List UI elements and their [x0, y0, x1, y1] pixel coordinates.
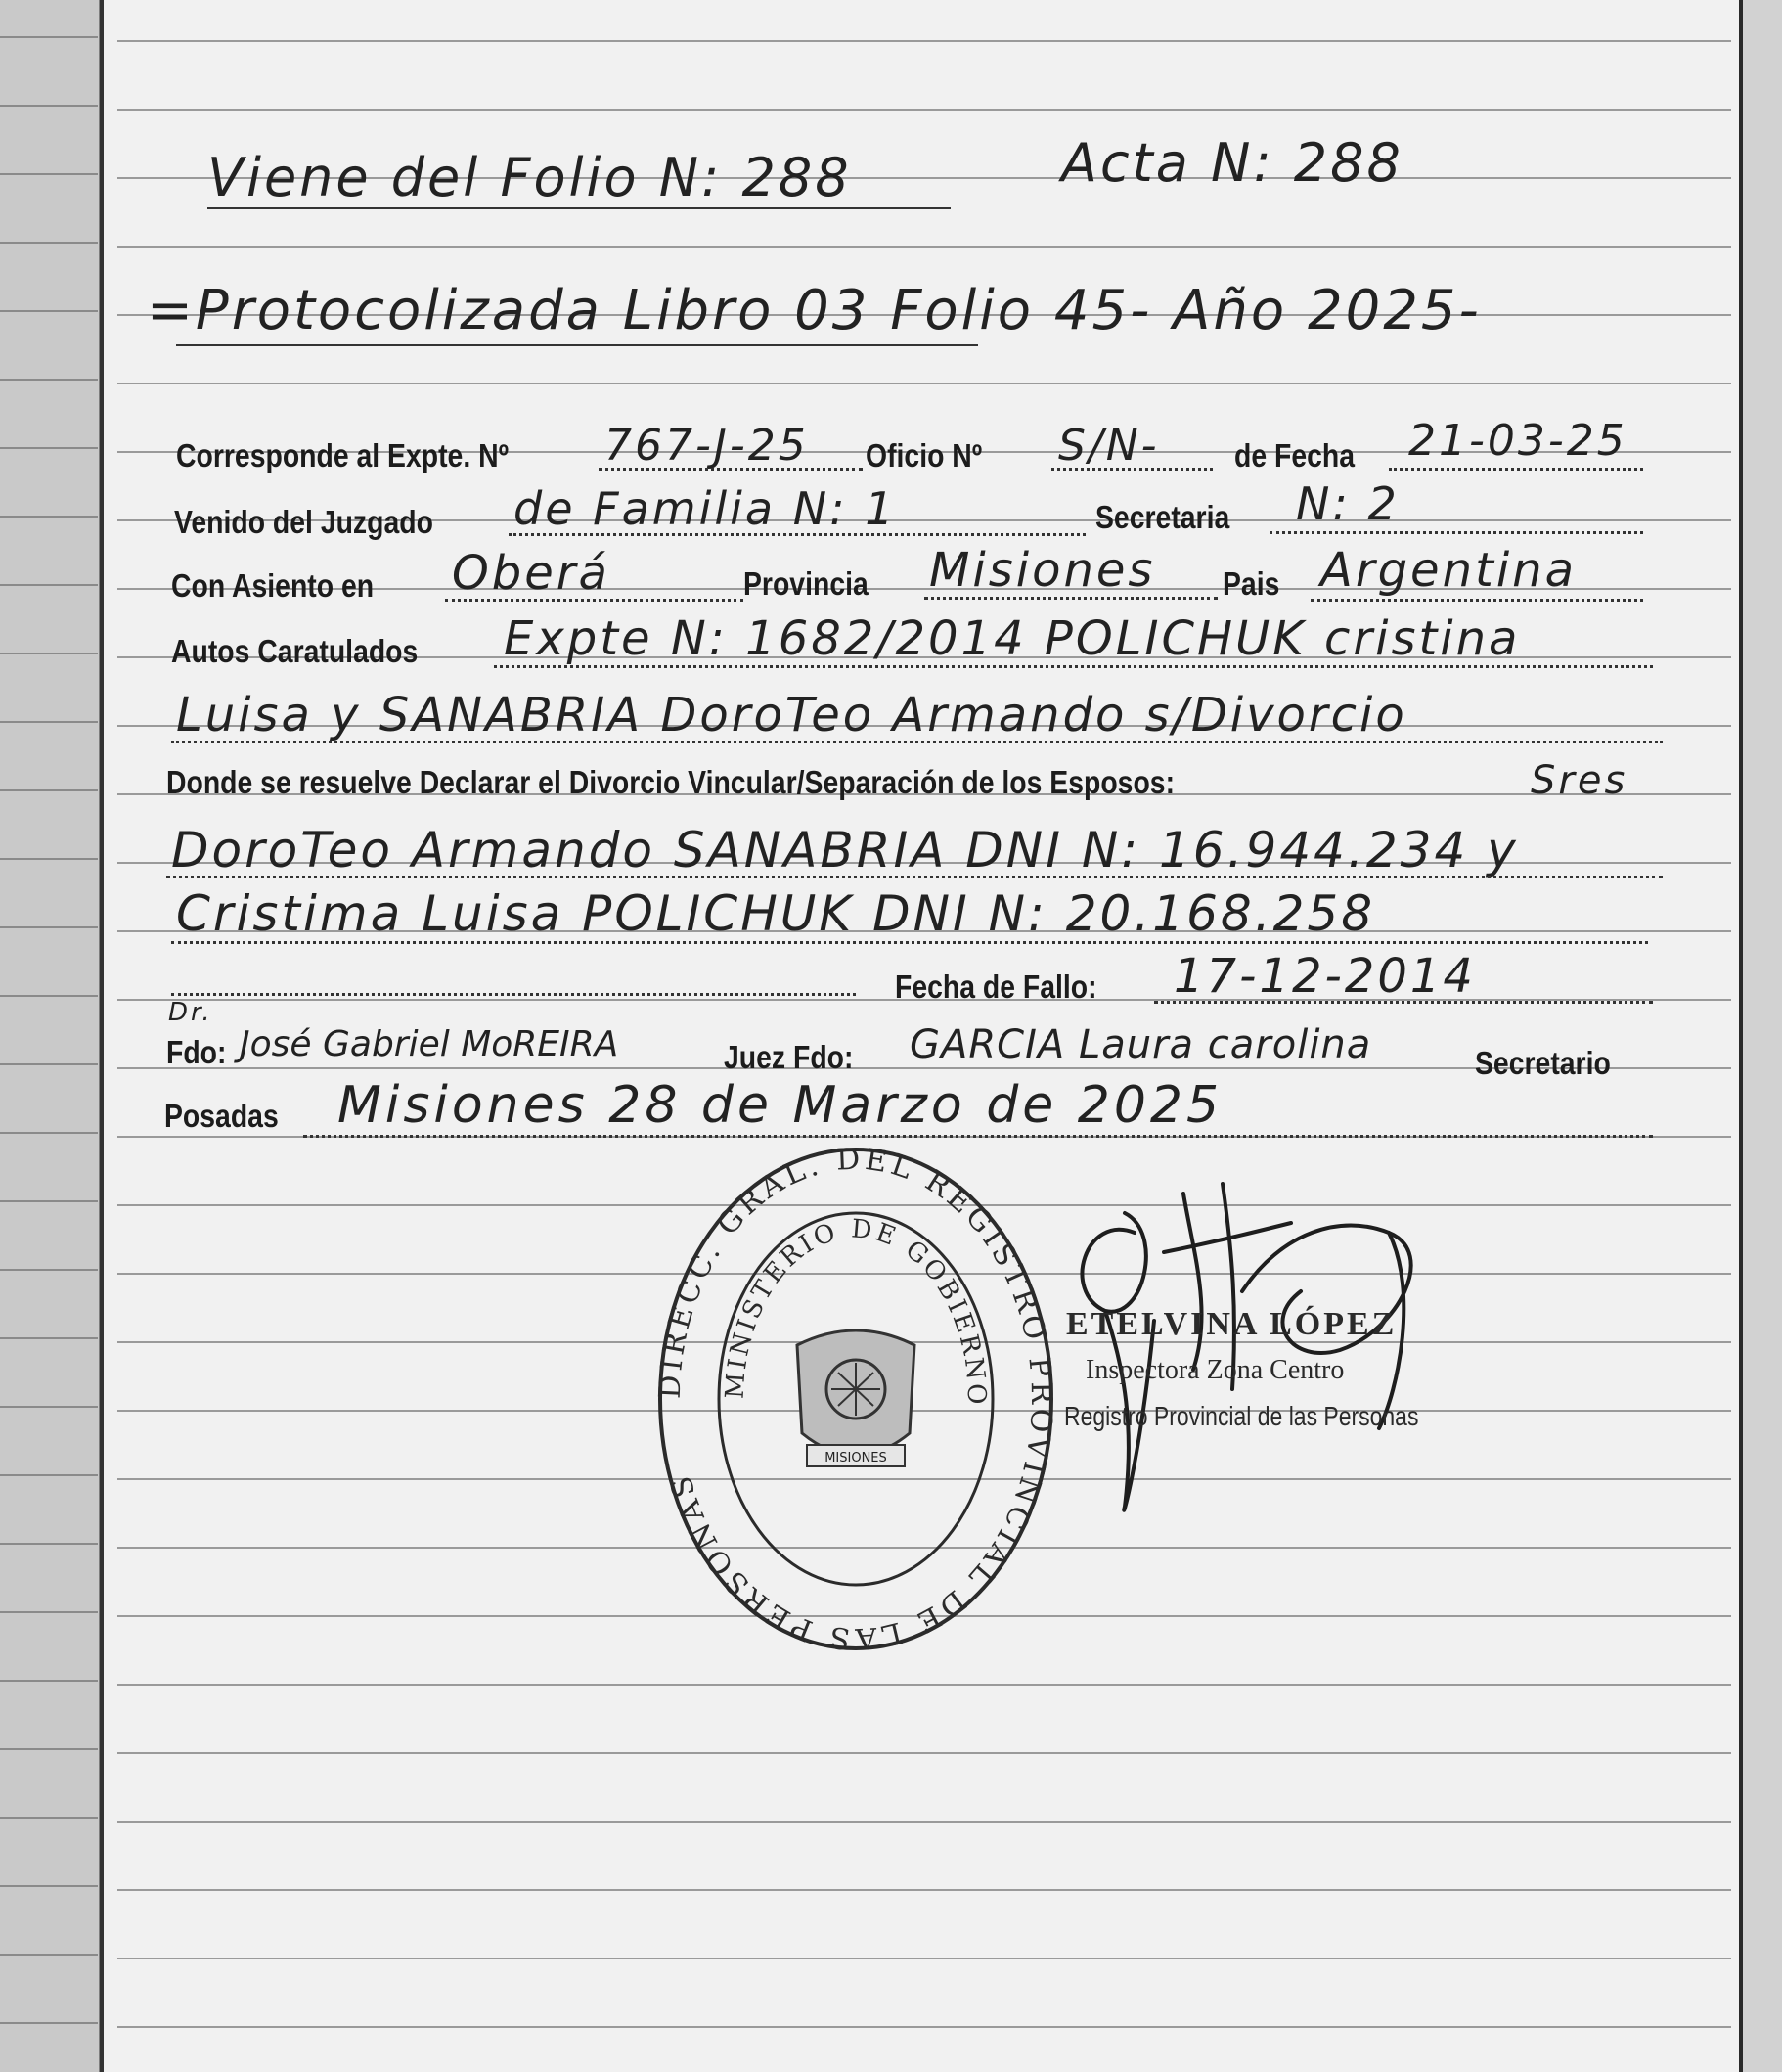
oficio-label: Oficio Nº	[866, 437, 983, 473]
signatory-institution: Registro Provincial de las Personas	[1064, 1401, 1419, 1431]
official-seal	[650, 1140, 1061, 1658]
posadas-value: Misiones 28 de Marzo de 2025	[337, 1076, 1224, 1135]
protocolizada-line: =Protocolizada Libro 03 Folio 45- Año 2025-	[147, 279, 1482, 342]
esposo-2: Cristima Luisa POLICHUK DNI N: 20.168.258	[176, 885, 1376, 942]
provincia-value: Misiones	[929, 543, 1156, 598]
seal-outer-text: DIRECC. GRAL. DEL REGISTRO PROVINCIAL DE LAS PERSONAS	[652, 1142, 1059, 1656]
handwritten-signature	[1066, 1174, 1457, 1526]
emblem-label: MISIONES	[824, 1451, 887, 1465]
corresponde-label: Corresponde al Expte. Nº	[176, 437, 509, 473]
autos-value-1: Expte N: 1682/2014 POLICHUK cristina	[504, 611, 1521, 666]
fecha-label: de Fecha	[1234, 437, 1356, 473]
esposos-prefix: Sres	[1531, 758, 1628, 803]
juzgado-value: de Familia N: 1	[513, 482, 897, 535]
seal-inner-text: MINISTERIO DE GOBIERNO	[720, 1214, 992, 1408]
posadas-label: Posadas	[164, 1098, 279, 1134]
juez-value: José Gabriel MoREIRA	[240, 1024, 619, 1064]
esposo-1: DoroTeo Armando SANABRIA DNI N: 16.944.234 y	[171, 822, 1519, 878]
asiento-value: Oberá	[452, 546, 610, 601]
pais-label: Pais	[1223, 565, 1280, 602]
secretaria-label: Secretaria	[1095, 499, 1230, 535]
viene-del-folio: Viene del Folio N: 288	[207, 147, 852, 208]
autos-value-2: Luisa y SANABRIA DoroTeo Armando s/Divorcio	[176, 688, 1407, 743]
secretaria-value: N: 2	[1296, 477, 1400, 530]
dr-prefix: Dr.	[168, 998, 213, 1027]
pais-value: Argentina	[1320, 543, 1577, 598]
fdo-label: Fdo:	[166, 1034, 227, 1070]
fecha-value: 21-03-25	[1408, 416, 1627, 466]
donde-label: Donde se resuelve Declarar el Divorcio Vincular/Separación de los Esposos:	[166, 764, 1176, 800]
provincial-emblem	[797, 1330, 914, 1466]
juez-label: Juez Fdo:	[724, 1039, 854, 1075]
oficio-value: S/N-	[1058, 421, 1160, 471]
expte-value: 767-J-25	[604, 421, 809, 471]
autos-label: Autos Caratulados	[171, 633, 419, 669]
venido-label: Venido del Juzgado	[174, 504, 433, 540]
fallo-label: Fecha de Fallo:	[895, 968, 1097, 1005]
signatory-name: ETELVINA LÓPEZ	[1066, 1306, 1398, 1342]
provincia-label: Provincia	[743, 565, 869, 602]
fallo-value: 17-12-2014	[1174, 949, 1476, 1004]
signatory-role: Inspectora Zona Centro	[1086, 1355, 1345, 1385]
asiento-label: Con Asiento en	[171, 567, 375, 604]
secretario-label: Secretario	[1475, 1045, 1611, 1081]
secretario-value: GARCIA Laura carolina	[910, 1022, 1372, 1067]
acta-number: Acta N: 288	[1061, 132, 1403, 194]
